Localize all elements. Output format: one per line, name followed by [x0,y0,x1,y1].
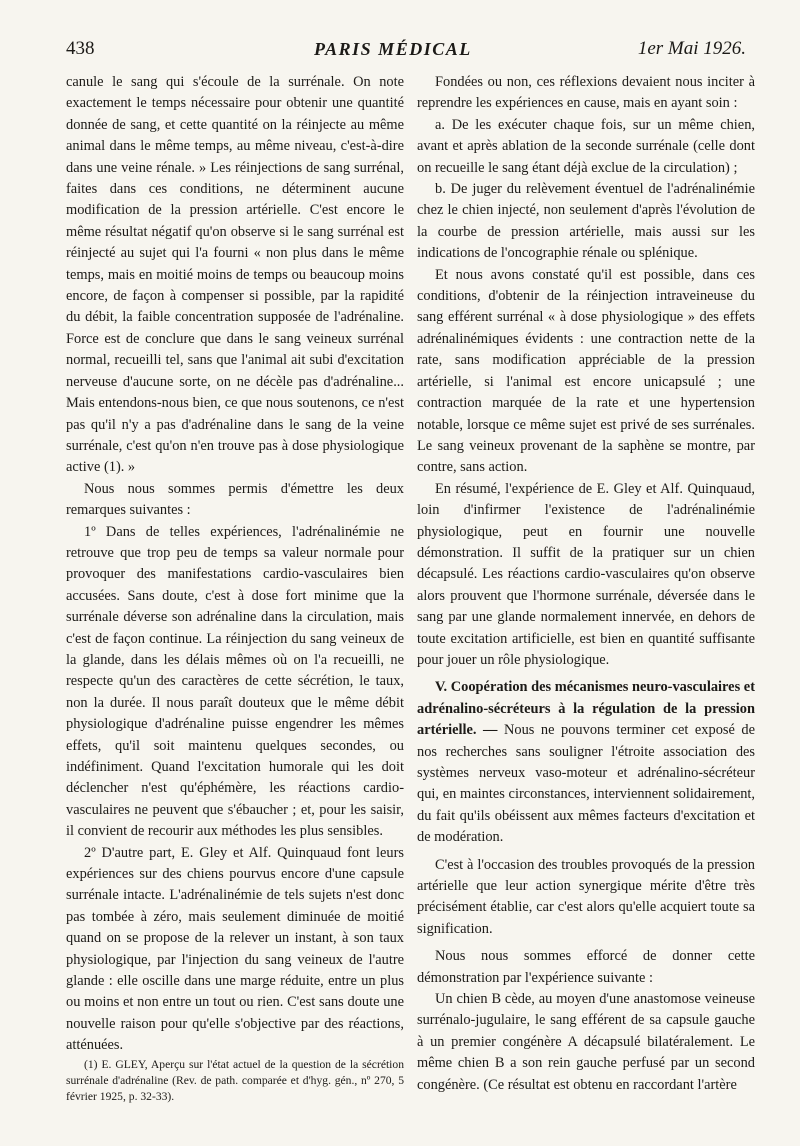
paragraph: C'est à l'occasion des troubles provoqués de la pression artérielle que leur action synergique mérite d'être très précisément établie, car c'est alors qu'elle acquiert toute sa signification. [417,856,755,937]
left-column [66,72,404,1105]
paragraph: canule le sang qui s'écoule de la surrénale. On note exactement le temps nécessaire pour obtenir une quantité donnée de sang, et cette quantité on la réinjecte au même animal dans le même temps, au même niveau, c'est-à-dire dans une veine rénale. » Les réinjections de sang surrénal, faites dans ces conditions, ne déterminent aucune modification de la pression artérielle. C'est encore le même résultat négatif qu'on observe si le sang surrénal est réinjecté au sujet qui l'a fourni « non plus dans le même temps, mais en moitié moins de temps ou beaucoup moins encore, de façon à compenser si possible, par la rapidité du débit, la faible concentration supposée de l'adrénaline. Force est de conclure que dans le sang veineux surrénal normal, recueilli tel, sans que l'animal ait subi d'excitation nerveuse d'aucune sorte, on ne décèle pas d'adrénaline... Mais entendons-nous bien, ce que nous soutenons, ce n'est pas qu'il n'y a pas d'adrénaline dans le sang de la veine surrénale, c'est qu'on n'en trouve pas à dose physiologique active (1). » [66,74,404,476]
paragraph: En résumé, l'expérience de E. Gley et Alf. Quinquaud, loin d'infirmer l'existence de l'adrénalinémie physiologique, peut en fournir une nouvelle démonstration. Il suffit de la pratiquer sur un chien décapsulé. Les réactions cardio-vasculaires qu'on observe alors prouvent que l'hormone surrénale, déversée dans le sang par une glande normalement innervée, en dehors de toute excitation artificielle, est bien en quantité suffisante pour jouer un rôle physiologique. [417,480,755,668]
paragraph: 1º Dans de telles expériences, l'adrénalinémie ne retrouve que trop peu de temps sa valeur normale pour provoquer des manifestations cardio-vasculaires bien accusées. Sans doute, c'est à dose fort minime que la surrénale déverse son adrénaline dans la circulation, mais c'est de façon continue. La réinjection du sang veineux de la glande, dans les délais mêmes où on l'a recueilli, ne respecte qu'un des caractères de cette sécrétion, le taux, non la durée. Il nous paraît douteux que le même débit physiologique d'adrénaline puisse engendrer les mêmes effets, qu'il soit maintenu quelques secondes, ou indéfiniment. Quand l'excitation humorale qui les doit déclencher n'est qu'éphémère, les réactions cardio-vasculaires ne peuvent que s'ébaucher ; et, pour les saisir, il convient de recourir aux méthodes les plus sensibles. [66,523,404,840]
paragraph: Fondées ou non, ces réflexions devaient nous inciter à reprendre les expériences en cause, mais en ayant soin : [417,74,755,112]
paragraph: Nous nous sommes permis d'émettre les deux remarques suivantes : [66,480,404,519]
section-heading: V. Coopération des mécanismes neuro-vasculaires et adrénalino-sécréteurs à la régulation de la pression artérielle. — [417,679,755,739]
footnote: (1) E. GLEY, Aperçu sur l'état actuel de la question de la sécrétion surrénale d'adrénaline (Rev. de path. comparée et d'hyg. gén., nº 270, 5 février 1925, p. 32-33). [66,1057,404,1103]
running-header [66,34,746,64]
list-item-a: a. De les exécuter chaque fois, sur un même chien, avant et après ablation de la seconde surrénale (celle dont on recueille le sang étant déjà exclue de la circulation) ; [417,116,755,176]
paragraph: Un chien B cède, au moyen d'une anastomose veineuse surrénalo-jugulaire, le sang efférent de sa capsule gauche à un premier congénère A décapsulé bilatéralement. Le même chien B a son rein gauche perfusé par un second congénère. (Ce résultat est obtenu en raccordant l'artère [417,991,755,1093]
section-paragraph [417,677,755,848]
section-text: Nous ne pouvons terminer cet exposé de nos recherches sans souligner l'étroite association des systèmes nerveux vaso-moteur et adrénalino-sécréteur qui, en maintes circonstances, interviennent solidairement, du fait qu'ils obéissent aux mêmes facteurs d'excitation et de modération. [417,722,755,846]
journal-title: PARIS MÉDICAL [314,39,472,59]
page-number: 438 [66,38,95,59]
paragraph: 2º D'autre part, E. Gley et Alf. Quinquaud font leurs expériences sur des chiens pourvus encore d'une capsule surrénale intacte. L'adrénalinémie de tels sujets n'est donc pas tombée à zéro, mais seulement diminuée de moitié quand on se propose de la relever un instant, à son taux physiologique, par l'injection du sang veineux de l'autre glande : elle oscille dans une marge réduite, entre un plus ou moins et non entre un tout ou rien. C'est sans doute une nouvelle raison pour qu'elle s'objective par des réactions, atténuées. [66,844,404,1054]
issue-date: 1er Mai 1926. [637,38,746,59]
list-item-b: b. De juger du relèvement éventuel de l'adrénalinémie chez le chien injecté, non seulement d'après l'évolution de la courbe de pression artérielle, mais aussi sur les indications de l'oncographie rénale ou splénique. [417,181,755,262]
paragraph: Nous nous sommes efforcé de donner cette démonstration par l'expérience suivante : [417,948,755,986]
right-column [417,72,755,1096]
paragraph: Et nous avons constaté qu'il est possible, dans ces conditions, d'obtenir de la réinjection intraveineuse du sang efférent surrénal « à dose physiologique » des effets adrénalinémiques évidents : une contraction nette de la rate, sans modification appréciable de la pression artérielle, si l'animal est encore unicapsulé ; une contraction marquée de la rate et une hypertension notable, lorsque ce même sujet est privé de ses surrénales. Le sang veineux provenant de la saphène se montre, par contre, sans action. [417,266,755,476]
